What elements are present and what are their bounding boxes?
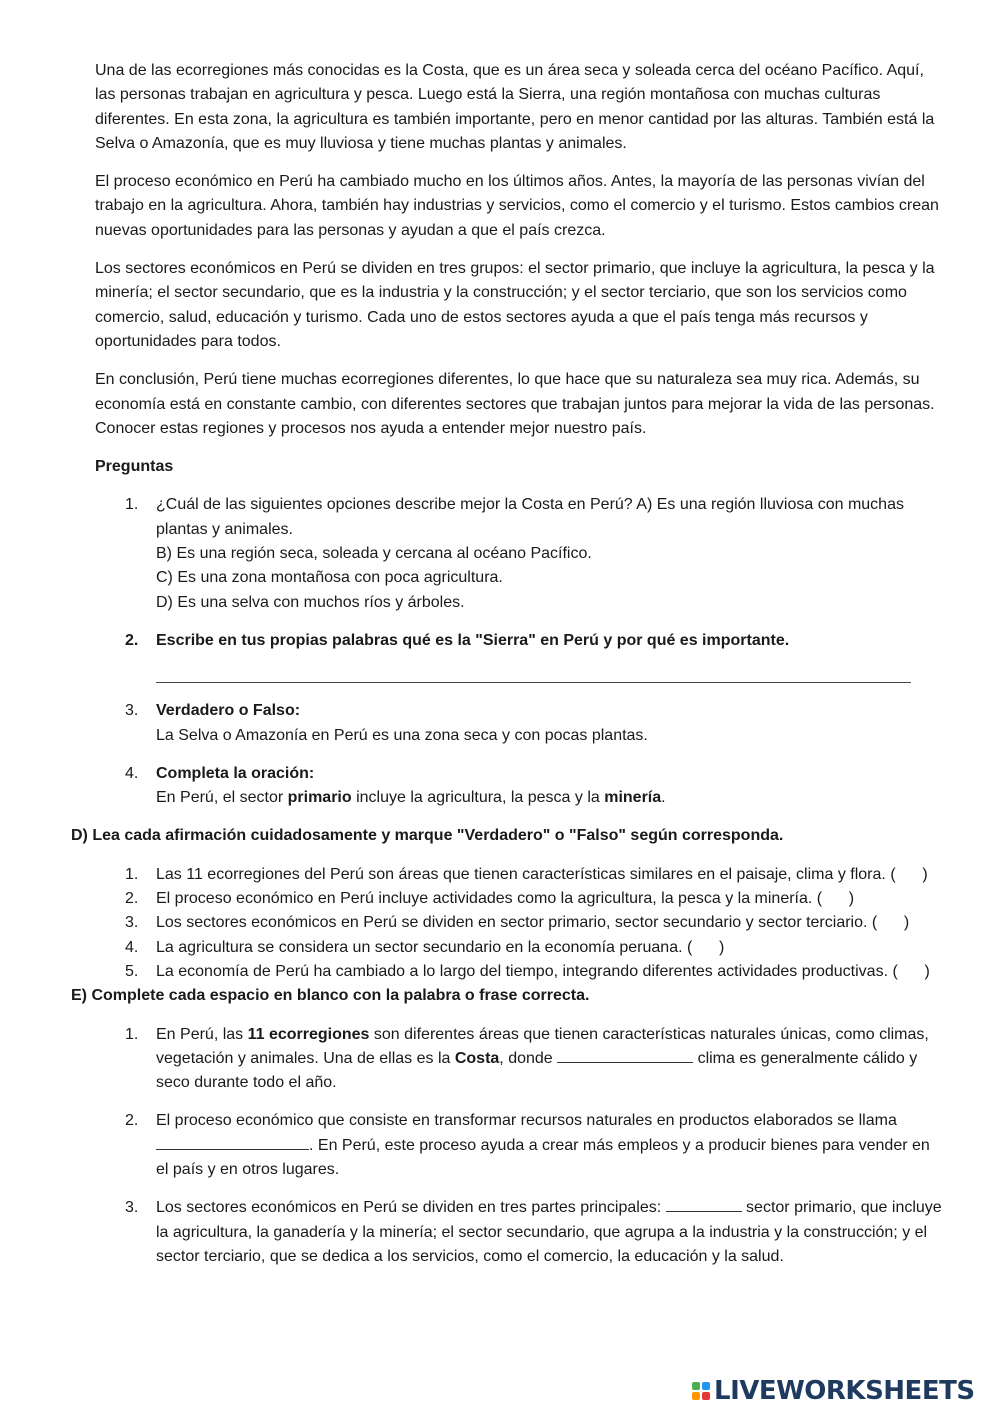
sentence-part: El proceso económico que consiste en transformar recursos naturales en productos elaborados se llama [156, 1112, 897, 1130]
intro-paragraph-ecoregions: Una de las ecorregiones más conocidas es la Costa, que es un área seca y soleada cerca del océano Pacífico. Aquí, las personas trabajan en agricultura y pesca. Luego está la Sierra, una región montañosa con muchas culturas diferentes. En esta zona, la agricultura es también importante, pero en menor cantidad por las alturas. También está la Selva o Amazonía, que es muy lluviosa y tiene muchas plantas y animales. [95, 62, 935, 152]
true-false-item-1 [95, 863, 943, 887]
sentence-part: , donde [499, 1049, 558, 1067]
answer-line[interactable] [156, 681, 911, 683]
question-4-word-mineria: minería [604, 789, 662, 807]
sentence-part: clima es generalmente cálido y seco durante todo el año. [156, 1049, 918, 1092]
item-number: 2. [125, 1112, 139, 1130]
sentence-part: Los sectores económicos en Perú se dividen en tres partes principales: [156, 1199, 666, 1217]
question-1-text: ¿Cuál de las siguientes opciones describe mejor la Costa en Perú? A) Es una región lluviosa con muchas plantas y animales. [156, 496, 904, 538]
sentence-part: . En Perú, este proceso ayuda a crear más empleos y a producir bienes para vender en el país y en otros lugares. [156, 1136, 930, 1178]
logo-mark-icon [692, 1382, 710, 1400]
blank-field[interactable] [557, 1048, 693, 1063]
question-3-title: Verdadero o Falso: [156, 702, 301, 720]
item-number: 3. [125, 914, 139, 932]
intro-paragraph-economic-process: El proceso económico en Perú ha cambiado mucho en los últimos años. Antes, la mayoría de las personas vivían del trabajo en la agricultura. Ahora, también hay industrias y servicios, como el comercio y el turismo. Estos cambios crean nuevas oportunidades para las personas y ayudan a que el país crezca. [95, 173, 939, 239]
sentence-part: En Perú, las [156, 1025, 248, 1043]
question-number: 4. [125, 764, 139, 782]
question-4-word-primario: primario [287, 789, 352, 807]
bold-term-costa: Costa [454, 1049, 500, 1067]
true-false-item-4 [95, 936, 943, 960]
section-e-title: Complete cada espacio en blanco con la palabra o frase correcta. [91, 987, 590, 1005]
blank-field[interactable] [666, 1197, 742, 1212]
answer-parenthesis[interactable]: ( ) [687, 938, 725, 956]
true-false-item-5 [95, 960, 943, 984]
item-number: 1. [125, 865, 139, 883]
question-3-text: La Selva o Amazonía en Perú es una zona seca y con pocas plantas. [156, 726, 648, 744]
bold-term-ecoregions: 11 ecorregiones [247, 1025, 370, 1043]
section-d-label: D) [71, 827, 88, 845]
true-false-list [95, 863, 943, 984]
logo-square [692, 1392, 700, 1400]
intro-paragraph-sectors: Los sectores económicos en Perú se dividen en tres grupos: el sector primario, que incluye la agricultura, la pesca y la minería; el sector secundario, que es la industria y la construcción; y el sector terciario, que son los servicios como comercio, salud, educación y turismo. Cada uno de estos sectores ayuda a que el país tenga más recursos y oportunidades para todos. [95, 260, 935, 350]
fill-blank-item-2 [95, 1109, 943, 1182]
questions-heading: Preguntas [95, 458, 174, 476]
question-4-title: Completa la oración: [156, 764, 315, 782]
logo-square [702, 1392, 710, 1400]
item-number: 3. [125, 1199, 139, 1217]
logo-square [692, 1382, 700, 1390]
answer-parenthesis[interactable]: ( ) [871, 914, 910, 932]
option-c[interactable]: C) Es una zona montañosa con poca agricultura. [156, 569, 503, 587]
fill-blank-list [95, 1023, 943, 1270]
fill-blank-item-3 [95, 1196, 943, 1269]
questions-list [95, 493, 943, 810]
answer-parenthesis[interactable]: ( ) [890, 865, 928, 883]
statement-text: La agricultura se considera un sector secundario en la economía peruana. [156, 938, 683, 956]
logo-text: LIVEWORKSHEETS [714, 1375, 975, 1406]
item-number: 4. [125, 938, 139, 956]
liveworksheets-logo [692, 1376, 975, 1406]
section-d-title: Lea cada afirmación cuidadosamente y marque "Verdadero" o "Falso" según corresponda. [92, 827, 784, 845]
statement-text: Los sectores económicos en Perú se dividen en sector primario, sector secundario y sector terciario. [156, 914, 868, 932]
blank-field[interactable] [156, 1135, 309, 1150]
item-number: 5. [125, 962, 139, 980]
answer-parenthesis[interactable]: ( ) [892, 962, 930, 980]
statement-text: La economía de Perú ha cambiado a lo largo del tiempo, integrando diferentes actividades productivas. [156, 962, 889, 980]
worksheet-page [71, 59, 943, 1283]
question-3 [95, 699, 943, 748]
section-e-heading [71, 984, 943, 1008]
statement-text: El proceso económico en Perú incluye actividades como la agricultura, la pesca y la minería. [156, 890, 813, 908]
item-number: 2. [125, 890, 139, 908]
option-b[interactable]: B) Es una región seca, soleada y cercana al océano Pacífico. [156, 545, 592, 563]
question-4 [95, 762, 943, 811]
question-2-text: Escribe en tus propias palabras qué es la "Sierra" en Perú y por qué es importante. [156, 631, 790, 649]
section-d-heading [71, 824, 943, 848]
statement-text: Las 11 ecorregiones del Perú son áreas que tienen características similares en el paisaje, clima y flora. [156, 865, 886, 883]
fill-blank-item-1 [95, 1023, 943, 1096]
true-false-item-2 [95, 887, 943, 911]
question-number: 3. [125, 702, 139, 720]
sentence-part: son diferentes áreas que tienen características naturales únicas, como climas, vegetación y animales. Una de ellas es la [156, 1025, 929, 1067]
question-number: 1. [125, 496, 139, 514]
question-1 [95, 493, 943, 614]
question-4-text-mid: incluye la agricultura, la pesca y la [351, 789, 605, 807]
section-e-label: E) [71, 987, 87, 1005]
answer-parenthesis[interactable]: ( ) [816, 890, 855, 908]
true-false-item-3 [95, 911, 943, 935]
sentence-part: sector primario, que incluye la agricultura, la ganadería y la minería; el sector secundario, que agrupa a la industria y la construcción; y el sector terciario, que se dedica a los servicios, como el comercio, la educación y la salud. [156, 1199, 942, 1265]
item-number: 1. [125, 1025, 139, 1043]
intro-paragraph-conclusion: En conclusión, Perú tiene muchas ecorregiones diferentes, lo que hace que su naturaleza sea muy rica. Además, su economía está en constante cambio, con diferentes sectores que trabajan juntos para mejorar la vida de las personas. Conocer estas regiones y procesos nos ayuda a entender mejor nuestro país. [95, 371, 935, 437]
logo-square [702, 1382, 710, 1390]
option-d[interactable]: D) Es una selva con muchos ríos y árboles. [156, 593, 465, 611]
question-2 [95, 629, 943, 683]
question-4-text-pre: En Perú, el sector [156, 789, 288, 807]
question-4-text-post: . [661, 789, 666, 807]
question-number: 2. [125, 631, 139, 649]
